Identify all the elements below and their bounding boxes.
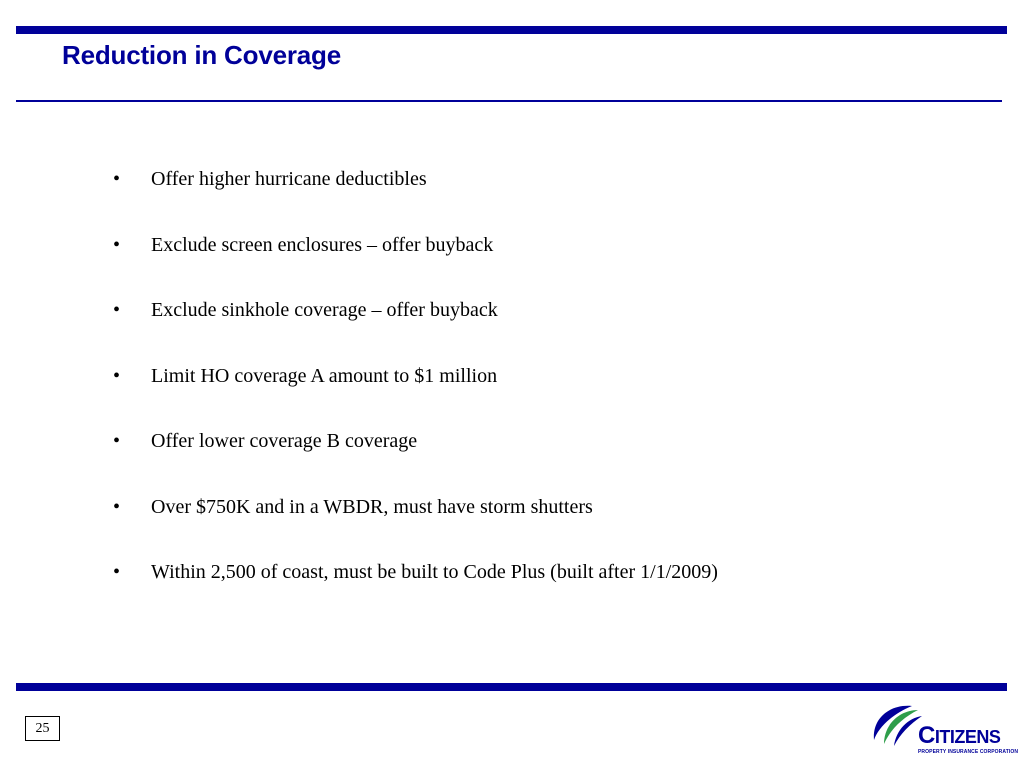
title-underline — [16, 100, 1002, 102]
bullet-item — [113, 496, 718, 562]
bullet-item — [113, 168, 718, 234]
bottom-rule-bar — [16, 683, 1007, 691]
bullet-item — [113, 365, 718, 431]
bullet-text: Within 2,500 of coast, must be built to Code Plus (built after 1/1/2009) — [151, 561, 718, 583]
bullet-item — [113, 234, 718, 300]
citizens-logo — [868, 700, 1019, 760]
top-rule-bar — [16, 26, 1007, 34]
bullet-text: Exclude sinkhole coverage – offer buyback — [151, 299, 498, 321]
bullet-list — [113, 168, 718, 627]
bullet-text: Offer lower coverage B coverage — [151, 430, 418, 452]
bullet-marker: • — [113, 430, 121, 452]
bullet-text: Over $750K and in a WBDR, must have storm shutters — [151, 495, 593, 518]
bullet-text: Offer higher hurricane deductibles — [151, 168, 427, 190]
bullet-item — [113, 430, 718, 496]
page-number: 25 — [25, 716, 60, 741]
logo-initial: C — [918, 722, 935, 749]
bullet-marker: • — [113, 495, 121, 518]
bullet-marker: • — [113, 299, 121, 321]
bullet-item — [113, 561, 718, 627]
bullet-item — [113, 299, 718, 365]
logo-wordmark — [918, 722, 1000, 750]
logo-tagline: PROPERTY INSURANCE CORPORATION — [918, 749, 1019, 755]
bullet-marker: • — [113, 561, 121, 583]
logo-name-rest: ITIZENS — [934, 727, 1001, 747]
bullet-marker: • — [113, 168, 121, 190]
bullet-marker: • — [113, 364, 121, 387]
bullet-text: Exclude screen enclosures – offer buyback — [151, 233, 494, 256]
bullet-marker: • — [113, 233, 121, 256]
slide-title: Reduction in Coverage — [62, 40, 341, 70]
bullet-text: Limit HO coverage A amount to $1 million — [151, 364, 498, 387]
